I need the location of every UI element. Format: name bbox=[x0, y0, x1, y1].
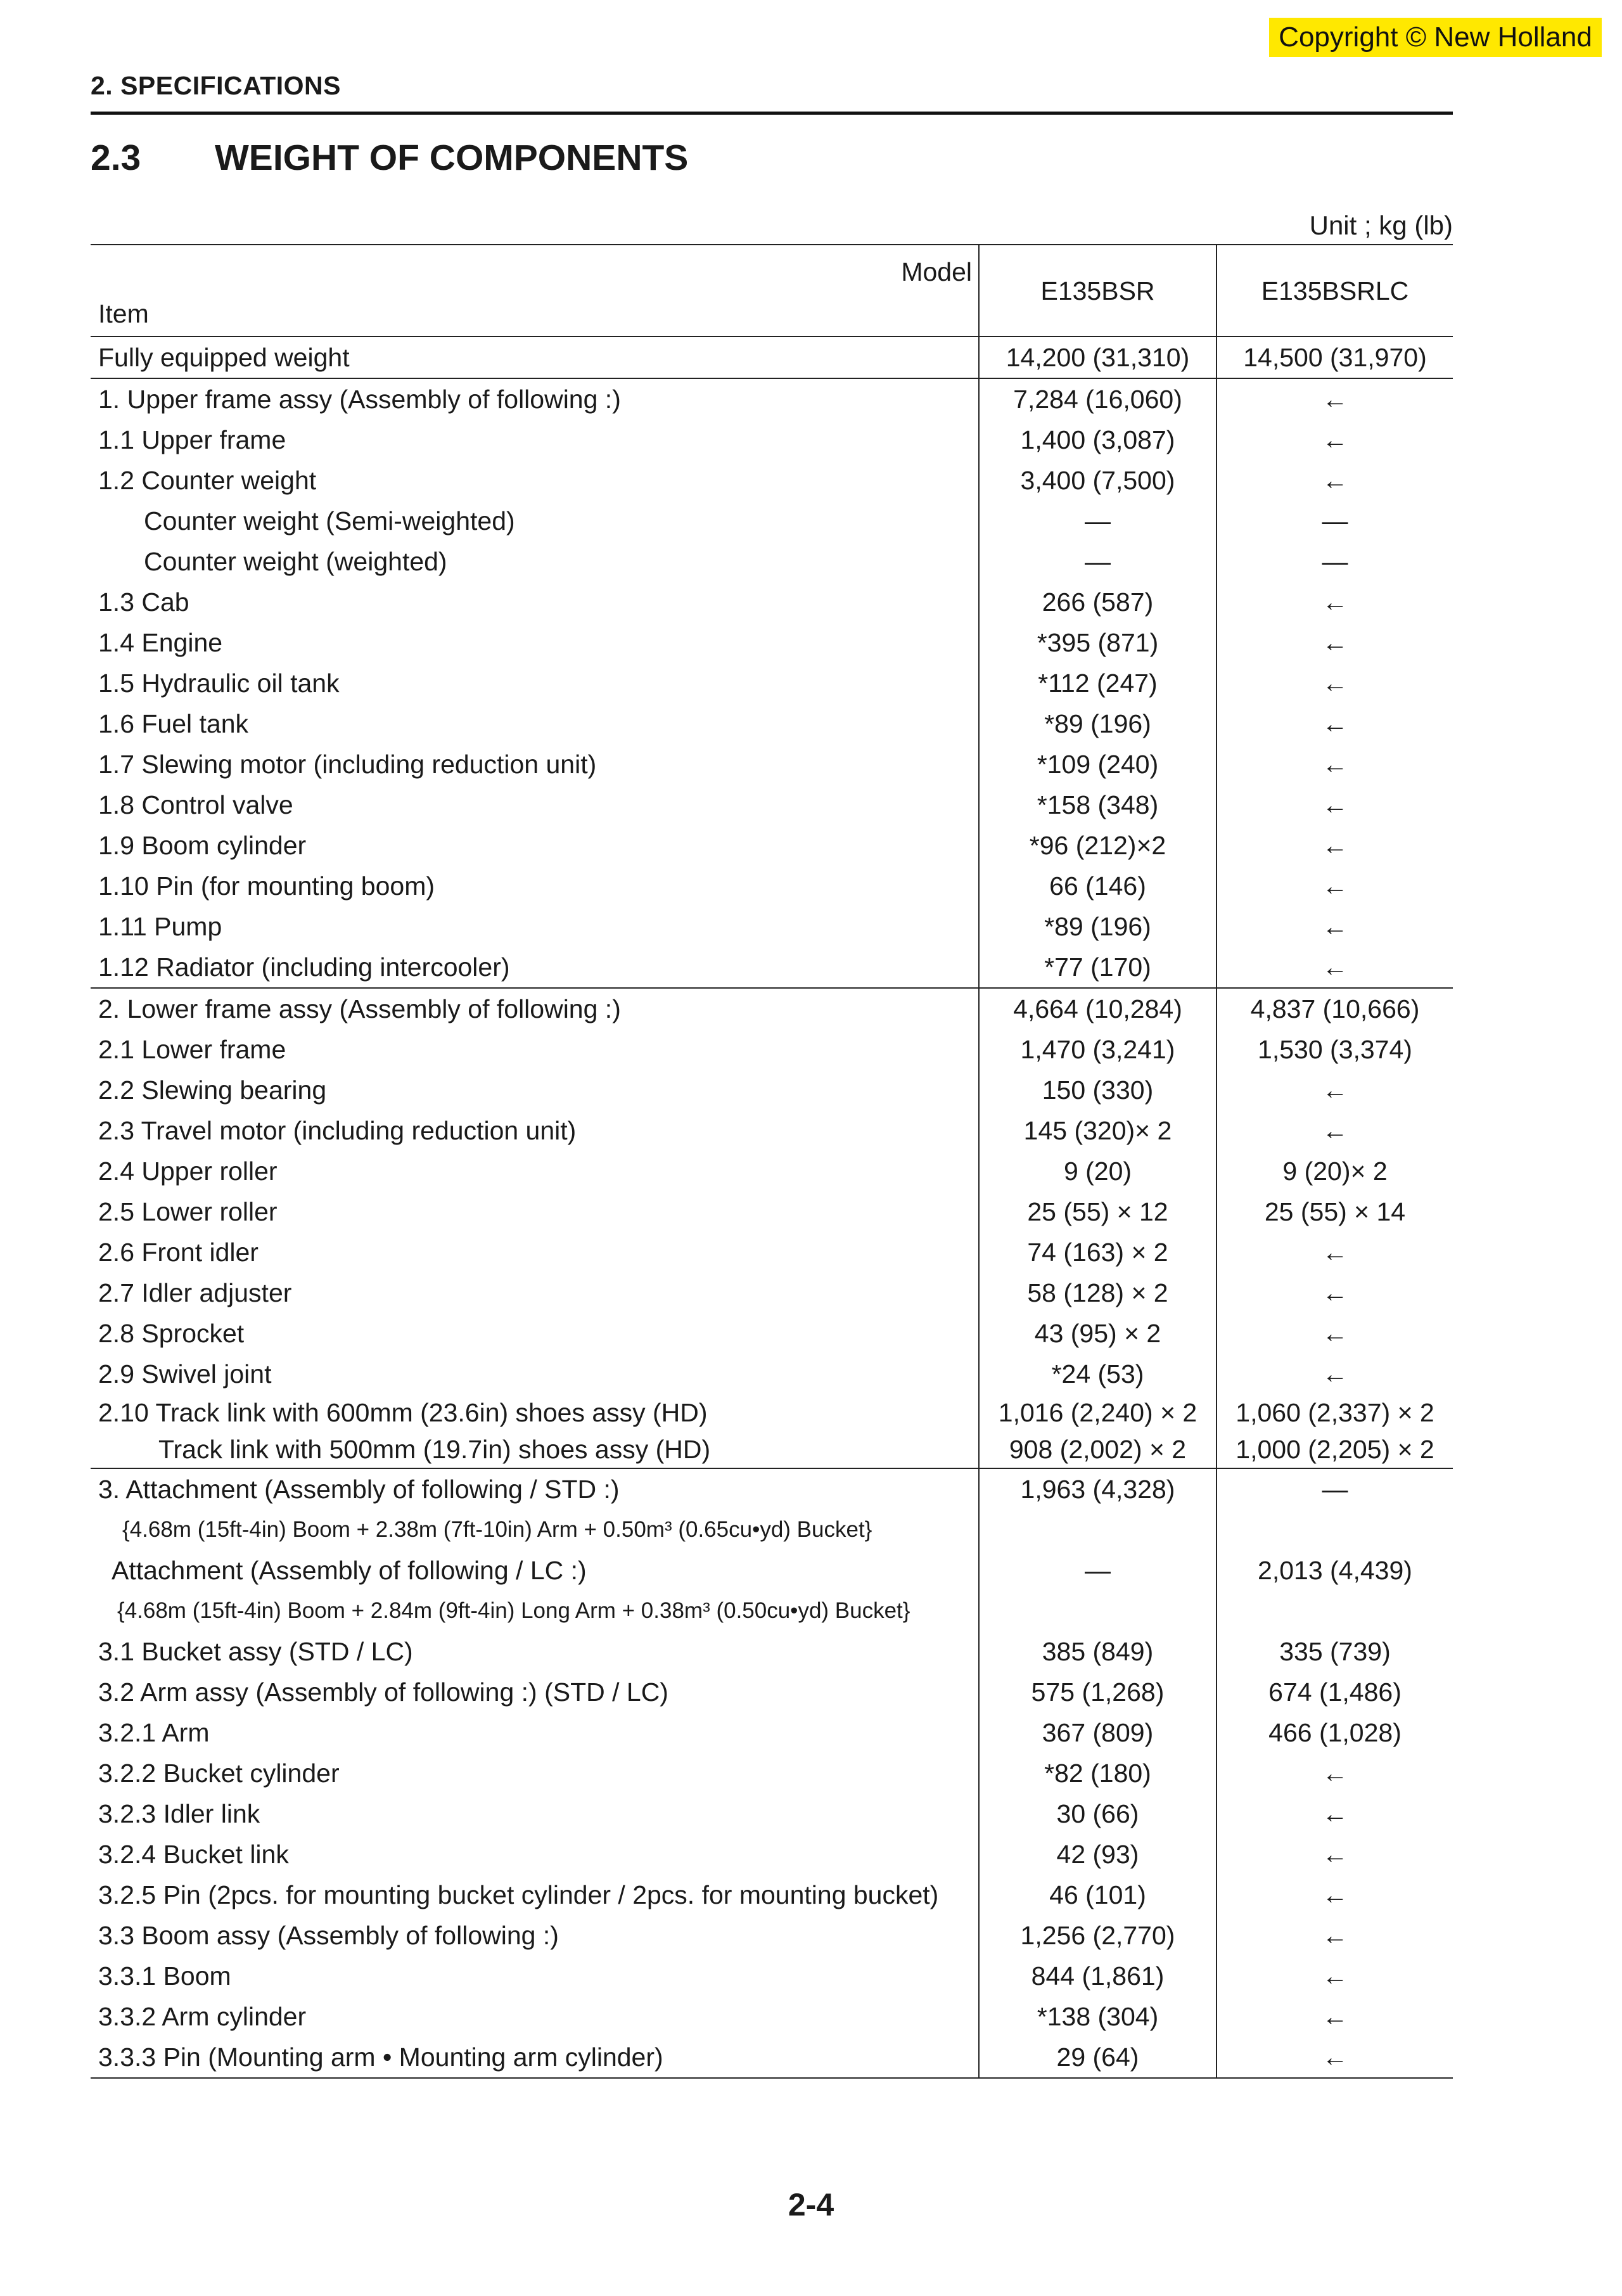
row-value-a: 3,400 (7,500) bbox=[979, 460, 1216, 501]
column-header-e135bsr: E135BSR bbox=[979, 245, 1216, 337]
row-value-a: 1,400 (3,087) bbox=[979, 420, 1216, 460]
table-row bbox=[91, 2037, 1453, 2078]
row-value-a: *24 (53) bbox=[979, 1354, 1216, 1394]
row-value-b: — bbox=[1216, 501, 1453, 541]
table-row bbox=[91, 1273, 1453, 1313]
row-item: 2.4 Upper roller bbox=[98, 1157, 278, 1186]
row-value-a bbox=[979, 1591, 1216, 1631]
row-value-a: *77 (170) bbox=[979, 947, 1216, 988]
row-item: 3.2.3 Idler link bbox=[98, 1799, 260, 1828]
table-row bbox=[91, 1793, 1453, 1834]
row-value-b: ← bbox=[1216, 1753, 1453, 1793]
row-value-b: ← bbox=[1216, 1110, 1453, 1151]
row-item: 3.2.2 Bucket cylinder bbox=[98, 1759, 340, 1788]
table-row bbox=[91, 1191, 1453, 1232]
unit-label: Unit ; kg (lb) bbox=[1309, 210, 1453, 240]
section-header: 2. SPECIFICATIONS bbox=[91, 71, 342, 100]
row-value-b: ← bbox=[1216, 1956, 1453, 1996]
table-row bbox=[91, 378, 1453, 420]
row-item: Fully equipped weight bbox=[91, 337, 979, 378]
table-row bbox=[91, 988, 1453, 1029]
row-value-b: ← bbox=[1216, 420, 1453, 460]
table-row bbox=[91, 1070, 1453, 1110]
table-row bbox=[91, 825, 1453, 866]
table-row bbox=[91, 1151, 1453, 1191]
row-value-b: 14,500 (31,970) bbox=[1216, 337, 1453, 378]
row-value-a: 42 (93) bbox=[979, 1834, 1216, 1875]
row-value-a: *96 (212)×2 bbox=[979, 825, 1216, 866]
row-value-b: ← bbox=[1216, 1070, 1453, 1110]
row-value-a: *138 (304) bbox=[979, 1996, 1216, 2037]
row-item: 2.9 Swivel joint bbox=[98, 1359, 272, 1389]
row-value-b: ← bbox=[1216, 460, 1453, 501]
table-row bbox=[91, 906, 1453, 947]
row-value-a: 9 (20) bbox=[979, 1151, 1216, 1191]
row-item: 3.2 Arm assy (Assembly of following :) (STD / LC) bbox=[98, 1677, 668, 1707]
table-row bbox=[91, 420, 1453, 460]
row-value-a: 385 (849) bbox=[979, 1631, 1216, 1672]
row-item: 3.3.3 Pin (Mounting arm • Mounting arm cylinder) bbox=[91, 2037, 979, 2078]
row-value-b: ← bbox=[1216, 1793, 1453, 1834]
row-value-b: 335 (739) bbox=[1216, 1631, 1453, 1672]
row-value-a: 1,256 (2,770) bbox=[979, 1915, 1216, 1956]
header-item-cell bbox=[91, 245, 979, 337]
row-value-b: ← bbox=[1216, 1313, 1453, 1354]
row-item: {4.68m (15ft-4in) Boom + 2.84m (9ft-4in) Long Arm + 0.38m³ (0.50cu•yd) Bucket} bbox=[117, 1598, 910, 1623]
table-row bbox=[91, 1753, 1453, 1793]
row-value-a: 908 (2,002) × 2 bbox=[979, 1431, 1216, 1468]
row-item: 3.3 Boom assy (Assembly of following :) bbox=[98, 1921, 559, 1950]
table-row bbox=[91, 703, 1453, 744]
table-row bbox=[91, 1029, 1453, 1070]
row-value-b: ← bbox=[1216, 947, 1453, 988]
row-value-a: 74 (163) × 2 bbox=[979, 1232, 1216, 1273]
row-value-b: ← bbox=[1216, 744, 1453, 785]
row-item: Track link with 500mm (19.7in) shoes assy (HD) bbox=[158, 1435, 711, 1464]
row-value-a: — bbox=[979, 1550, 1216, 1591]
row-value-a: 575 (1,268) bbox=[979, 1672, 1216, 1712]
row-value-a: 1,963 (4,328) bbox=[979, 1468, 1216, 1510]
row-item: 2.6 Front idler bbox=[98, 1238, 259, 1267]
row-item: 1.8 Control valve bbox=[98, 790, 293, 819]
table-row bbox=[91, 1510, 1453, 1550]
row-value-a: *89 (196) bbox=[979, 906, 1216, 947]
model-label: Model bbox=[901, 257, 972, 286]
row-item: Counter weight (Semi-weighted) bbox=[144, 506, 515, 536]
row-value-a: 46 (101) bbox=[979, 1875, 1216, 1915]
row-value-b: ← bbox=[1216, 1354, 1453, 1394]
weights-table bbox=[91, 244, 1453, 2079]
table-row bbox=[91, 785, 1453, 825]
row-value-b: — bbox=[1216, 541, 1453, 582]
row-value-b: ← bbox=[1216, 1875, 1453, 1915]
row-value-b: ← bbox=[1216, 2037, 1453, 2078]
column-header-e135bsrlc: E135BSRLC bbox=[1216, 245, 1453, 337]
row-value-a: 66 (146) bbox=[979, 866, 1216, 906]
row-value-a: *109 (240) bbox=[979, 744, 1216, 785]
row-item: 3.2.4 Bucket link bbox=[98, 1840, 289, 1869]
table-row bbox=[91, 1468, 1453, 1510]
table-row bbox=[91, 1875, 1453, 1915]
row-value-a: — bbox=[979, 501, 1216, 541]
row-item: 2.7 Idler adjuster bbox=[98, 1278, 292, 1307]
row-value-a: 43 (95) × 2 bbox=[979, 1313, 1216, 1354]
page-number: 2-4 bbox=[788, 2187, 834, 2222]
row-value-b: ← bbox=[1216, 378, 1453, 420]
row-item: 1.6 Fuel tank bbox=[98, 709, 249, 738]
table-row bbox=[91, 622, 1453, 663]
row-value-b: 674 (1,486) bbox=[1216, 1672, 1453, 1712]
row-value-b: ← bbox=[1216, 582, 1453, 622]
row-item: Counter weight (weighted) bbox=[144, 547, 447, 576]
item-label: Item bbox=[98, 299, 149, 328]
row-item: 3.3.1 Boom bbox=[98, 1961, 231, 1991]
row-item: 2. Lower frame assy (Assembly of following :) bbox=[91, 988, 979, 1029]
row-item: 1.10 Pin (for mounting boom) bbox=[98, 871, 435, 901]
row-value-b: ← bbox=[1216, 825, 1453, 866]
row-item: 3.2.5 Pin (2pcs. for mounting bucket cylinder / 2pcs. for mounting bucket) bbox=[98, 1880, 939, 1909]
row-value-b: ← bbox=[1216, 1273, 1453, 1313]
table-row bbox=[91, 582, 1453, 622]
row-item: Attachment (Assembly of following / LC :) bbox=[112, 1556, 587, 1585]
page-heading bbox=[91, 137, 688, 179]
header-divider bbox=[91, 112, 1453, 115]
row-value-a: 1,470 (3,241) bbox=[979, 1029, 1216, 1070]
table-row bbox=[91, 1631, 1453, 1672]
row-item: 1.7 Slewing motor (including reduction unit) bbox=[98, 750, 597, 779]
row-value-b: ← bbox=[1216, 1996, 1453, 2037]
row-value-b bbox=[1216, 1510, 1453, 1550]
row-value-a: 266 (587) bbox=[979, 582, 1216, 622]
row-value-b: 1,060 (2,337) × 2 bbox=[1216, 1394, 1453, 1431]
table-row bbox=[91, 1915, 1453, 1956]
row-item: 2.5 Lower roller bbox=[98, 1197, 278, 1226]
row-value-a: 1,016 (2,240) × 2 bbox=[979, 1394, 1216, 1431]
table-row bbox=[91, 1394, 1453, 1431]
row-item: 2.3 Travel motor (including reduction unit) bbox=[98, 1116, 577, 1145]
row-item: 2.1 Lower frame bbox=[98, 1035, 286, 1064]
table-row bbox=[91, 1354, 1453, 1394]
table-row bbox=[91, 1232, 1453, 1273]
row-value-b: ← bbox=[1216, 1834, 1453, 1875]
row-item: 3.2.1 Arm bbox=[98, 1718, 210, 1747]
table-row bbox=[91, 501, 1453, 541]
table-row bbox=[91, 1996, 1453, 2037]
row-value-b: ← bbox=[1216, 622, 1453, 663]
table-row bbox=[91, 1431, 1453, 1468]
row-value-a bbox=[979, 1510, 1216, 1550]
row-value-b: ← bbox=[1216, 1232, 1453, 1273]
row-item: 2.8 Sprocket bbox=[98, 1319, 245, 1348]
row-value-a: 367 (809) bbox=[979, 1712, 1216, 1753]
table-row bbox=[91, 1313, 1453, 1354]
row-value-a: 29 (64) bbox=[979, 2037, 1216, 2078]
table-row bbox=[91, 1591, 1453, 1631]
row-item: 1.5 Hydraulic oil tank bbox=[98, 669, 340, 698]
row-value-b: ← bbox=[1216, 785, 1453, 825]
heading-number: 2.3 bbox=[91, 138, 141, 178]
row-value-a: 58 (128) × 2 bbox=[979, 1273, 1216, 1313]
row-value-b: ← bbox=[1216, 1915, 1453, 1956]
row-item: 1.1 Upper frame bbox=[98, 425, 286, 454]
row-item: 1.2 Counter weight bbox=[98, 466, 317, 495]
row-item: {4.68m (15ft-4in) Boom + 2.38m (7ft-10in) Arm + 0.50m³ (0.65cu•yd) Bucket} bbox=[122, 1517, 872, 1542]
table-row bbox=[91, 541, 1453, 582]
row-value-a: 25 (55) × 12 bbox=[979, 1191, 1216, 1232]
row-value-a: — bbox=[979, 541, 1216, 582]
row-item: 3.1 Bucket assy (STD / LC) bbox=[98, 1637, 413, 1666]
row-value-b: 9 (20)× 2 bbox=[1216, 1151, 1453, 1191]
row-value-b: 1,000 (2,205) × 2 bbox=[1216, 1431, 1453, 1468]
row-value-a: 145 (320)× 2 bbox=[979, 1110, 1216, 1151]
row-item: 2.10 Track link with 600mm (23.6in) shoes assy (HD) bbox=[98, 1398, 708, 1427]
row-value-b: ← bbox=[1216, 703, 1453, 744]
row-value-a: 30 (66) bbox=[979, 1793, 1216, 1834]
row-value-b: 25 (55) × 14 bbox=[1216, 1191, 1453, 1232]
table-row bbox=[91, 663, 1453, 703]
table-row bbox=[91, 1550, 1453, 1591]
table-header-row bbox=[91, 245, 1453, 337]
row-value-b: — bbox=[1216, 1468, 1453, 1510]
row-value-a: 844 (1,861) bbox=[979, 1956, 1216, 1996]
row-value-a: *158 (348) bbox=[979, 785, 1216, 825]
row-value-b: ← bbox=[1216, 866, 1453, 906]
row-item: 2.2 Slewing bearing bbox=[98, 1075, 327, 1105]
table-row bbox=[91, 1834, 1453, 1875]
row-item: 1. Upper frame assy (Assembly of following :) bbox=[91, 378, 979, 420]
row-value-a: *395 (871) bbox=[979, 622, 1216, 663]
row-value-a: *89 (196) bbox=[979, 703, 1216, 744]
row-item: 1.12 Radiator (including intercooler) bbox=[98, 952, 510, 982]
table-row bbox=[91, 1956, 1453, 1996]
row-value-a: 4,664 (10,284) bbox=[979, 988, 1216, 1029]
row-item: 3. Attachment (Assembly of following / STD :) bbox=[91, 1468, 979, 1510]
heading-title: WEIGHT OF COMPONENTS bbox=[215, 138, 689, 178]
row-value-b: 2,013 (4,439) bbox=[1216, 1550, 1453, 1591]
copyright-label: Copyright © New Holland bbox=[1269, 18, 1602, 57]
row-value-b: 1,530 (3,374) bbox=[1216, 1029, 1453, 1070]
table-row bbox=[91, 1712, 1453, 1753]
row-value-b: ← bbox=[1216, 663, 1453, 703]
row-value-b: 466 (1,028) bbox=[1216, 1712, 1453, 1753]
table-row bbox=[91, 460, 1453, 501]
row-value-a: *82 (180) bbox=[979, 1753, 1216, 1793]
row-item: 1.9 Boom cylinder bbox=[98, 831, 307, 860]
row-value-b: 4,837 (10,666) bbox=[1216, 988, 1453, 1029]
row-item: 1.11 Pump bbox=[98, 912, 222, 941]
row-value-a: *112 (247) bbox=[979, 663, 1216, 703]
table-row bbox=[91, 866, 1453, 906]
table-row bbox=[91, 744, 1453, 785]
row-value-a: 150 (330) bbox=[979, 1070, 1216, 1110]
table-row bbox=[91, 337, 1453, 378]
row-value-b: ← bbox=[1216, 906, 1453, 947]
row-value-a: 7,284 (16,060) bbox=[979, 378, 1216, 420]
table-row bbox=[91, 947, 1453, 988]
row-item: 1.4 Engine bbox=[98, 628, 223, 657]
table-row bbox=[91, 1110, 1453, 1151]
table-row bbox=[91, 1672, 1453, 1712]
row-value-a: 14,200 (31,310) bbox=[979, 337, 1216, 378]
row-item: 1.3 Cab bbox=[98, 587, 189, 617]
row-value-b bbox=[1216, 1591, 1453, 1631]
row-item: 3.3.2 Arm cylinder bbox=[98, 2002, 307, 2031]
